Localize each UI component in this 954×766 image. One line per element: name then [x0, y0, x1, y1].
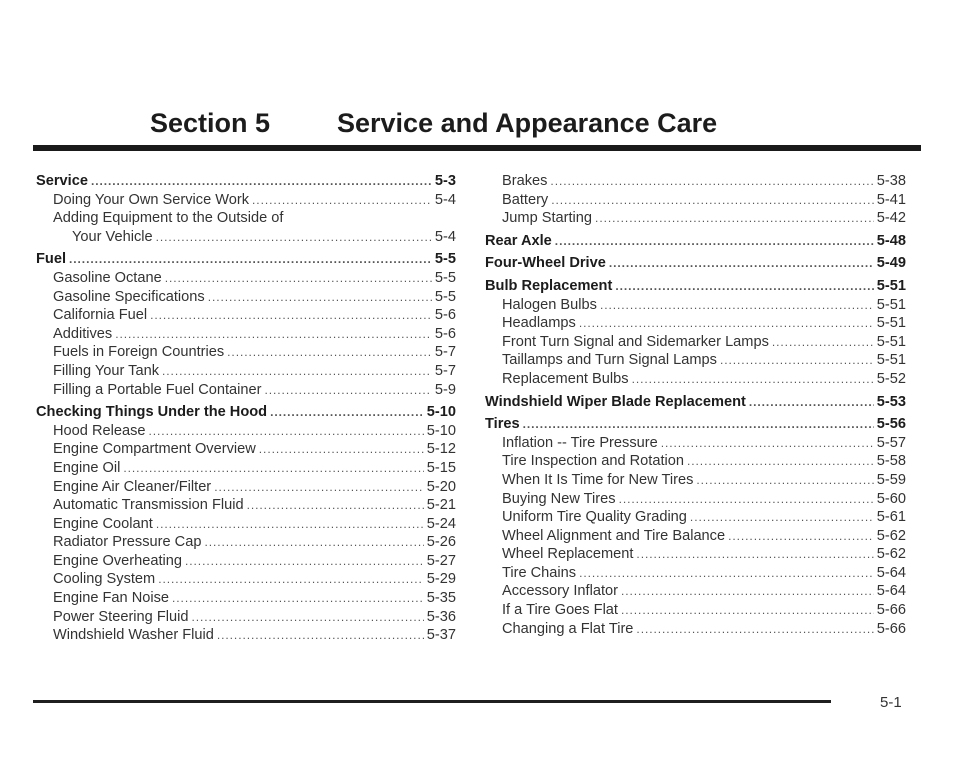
- toc-section-entry[interactable]: [485, 254, 906, 273]
- toc-entry-page: 5-15: [426, 459, 456, 476]
- toc-entry-title: Power Steering Fluid: [53, 608, 189, 625]
- toc-entry-title: Windshield Wiper Blade Replacement: [485, 393, 746, 410]
- section-name: Service and Appearance Care: [337, 108, 718, 138]
- dot-leader: [191, 608, 423, 627]
- toc-entry-title: Rear Axle: [485, 232, 552, 249]
- toc-entry-title: Halogen Bulbs: [502, 296, 597, 313]
- dot-leader: [217, 626, 424, 645]
- toc-entry-page: 5-7: [434, 344, 456, 361]
- toc-entry-page: 5-42: [876, 210, 906, 227]
- toc-entry-page: 5-5: [434, 251, 456, 268]
- dot-leader: [149, 422, 424, 441]
- toc-entry-page: 5-24: [426, 515, 456, 532]
- toc-entry[interactable]: [485, 527, 906, 546]
- toc-entry[interactable]: [485, 582, 906, 601]
- toc-entry-page: 5-3: [434, 173, 456, 189]
- footer-rule: [33, 700, 831, 703]
- toc-entry-title: Wheel Replacement: [502, 546, 634, 563]
- dot-leader: [162, 362, 432, 381]
- toc-entry-page: 5-12: [426, 441, 456, 458]
- toc-entry-title: Doing Your Own Service Work: [53, 191, 250, 208]
- toc-entry[interactable]: [36, 459, 456, 478]
- toc-left-column: [36, 172, 456, 645]
- toc-entry-page: 5-59: [876, 471, 906, 488]
- toc-entry-page: 5-20: [426, 478, 456, 495]
- dot-leader: [550, 172, 873, 191]
- toc-entry-page: 5-21: [426, 497, 456, 514]
- toc-entry-title: Fuel: [36, 251, 66, 268]
- toc-entry-title: Bulb Replacement: [485, 277, 613, 294]
- toc-entry-title: Engine Fan Noise: [53, 590, 170, 607]
- toc-entry[interactable]: [36, 343, 456, 362]
- toc-entry-page: 5-66: [876, 602, 906, 619]
- toc-entry[interactable]: [485, 333, 906, 352]
- title-rule: [33, 145, 921, 151]
- toc-entry-page: 5-58: [876, 453, 906, 470]
- toc-entry-page: 5-62: [876, 527, 906, 544]
- toc-entry-title: Accessory Inflator: [502, 583, 618, 600]
- toc-entry-page: 5-9: [434, 381, 456, 398]
- section-label: Section 5: [150, 108, 271, 138]
- toc-entry-title: Service: [36, 173, 88, 189]
- toc-entry-page: 5-61: [876, 509, 906, 526]
- toc-entry-page: 5-6: [434, 307, 456, 324]
- toc-entry-title: Wheel Alignment and Tire Balance: [502, 527, 726, 544]
- toc-entry-title: Engine Overheating: [53, 552, 182, 569]
- toc-entry[interactable]: [36, 362, 456, 381]
- toc-entry-title: Engine Coolant: [53, 515, 153, 532]
- toc-entry[interactable]: [36, 306, 456, 325]
- dot-leader: [595, 209, 874, 228]
- toc-entry-title: Adding Equipment to the Outside of: [53, 210, 284, 227]
- dot-leader: [115, 325, 432, 344]
- toc-entry-page: 5-4: [434, 228, 456, 245]
- toc-entry[interactable]: [36, 209, 456, 228]
- toc-entry-page: 5-64: [876, 564, 906, 581]
- toc-entry-page: 5-52: [876, 370, 906, 387]
- toc-entry-page: 5-66: [876, 620, 906, 637]
- toc-entry-title: If a Tire Goes Flat: [502, 602, 618, 619]
- toc-entry-title: Filling a Portable Fuel Container: [53, 381, 262, 398]
- toc-entry[interactable]: [485, 209, 906, 228]
- toc-section-entry[interactable]: [36, 403, 456, 422]
- dot-leader: [772, 333, 874, 352]
- dot-leader: [523, 415, 874, 434]
- toc-entry-title: Buying New Tires: [502, 490, 616, 507]
- toc-section-entry[interactable]: [485, 393, 906, 412]
- dot-leader: [204, 533, 423, 552]
- toc-entry-page: 5-62: [876, 546, 906, 563]
- toc-entry-title: Gasoline Octane: [53, 269, 162, 286]
- dot-leader: [632, 370, 874, 389]
- toc-entry-page: 5-51: [876, 315, 906, 332]
- dot-leader: [696, 471, 873, 490]
- toc-entry-page: 5-5: [434, 288, 456, 305]
- toc-entry-title: Brakes: [502, 173, 548, 189]
- toc-entry-title: Inflation -- Tire Pressure: [502, 434, 658, 451]
- toc-entry[interactable]: [36, 515, 456, 534]
- toc-entry[interactable]: [36, 422, 456, 441]
- toc-entry[interactable]: [485, 508, 906, 527]
- toc-entry-page: 5-27: [426, 552, 456, 569]
- toc-entry[interactable]: [485, 471, 906, 490]
- toc-entry-title: Tire Chains: [502, 564, 577, 581]
- toc-entry-page: 5-26: [426, 534, 456, 551]
- toc-entry-page: 5-48: [876, 232, 906, 249]
- toc-entry-title: Four-Wheel Drive: [485, 255, 606, 272]
- dot-leader: [555, 232, 874, 251]
- dot-leader: [247, 496, 424, 515]
- toc-entry[interactable]: [485, 172, 906, 191]
- toc-entry[interactable]: [36, 552, 456, 571]
- toc-entry-title: Checking Things Under the Hood: [36, 404, 268, 421]
- toc-entry-title: Battery: [502, 191, 549, 208]
- dot-leader: [720, 351, 874, 370]
- toc-right-column: [485, 172, 906, 638]
- dot-leader: [158, 570, 424, 589]
- toc-entry-page: 5-35: [426, 590, 456, 607]
- dot-leader: [728, 527, 874, 546]
- toc-entry[interactable]: [485, 564, 906, 583]
- dot-leader: [579, 314, 874, 333]
- toc-entry[interactable]: [36, 589, 456, 608]
- toc-entry[interactable]: [36, 608, 456, 627]
- toc-entry[interactable]: [485, 296, 906, 315]
- dot-leader: [615, 277, 873, 296]
- toc-entry-title: Engine Air Cleaner/Filter: [53, 478, 212, 495]
- dot-leader: [749, 393, 874, 412]
- toc-entry[interactable]: [36, 325, 456, 344]
- toc-entry[interactable]: [485, 490, 906, 509]
- toc-entry-page: 5-57: [876, 434, 906, 451]
- toc-entry-page: 5-51: [876, 352, 906, 369]
- toc-entry[interactable]: [485, 351, 906, 370]
- dot-leader: [165, 269, 432, 288]
- toc-entry-title: Tires: [485, 416, 520, 433]
- dot-leader: [172, 589, 424, 608]
- dot-leader: [636, 620, 873, 639]
- dot-leader: [551, 191, 874, 210]
- toc-entry-page: 5-10: [426, 404, 456, 421]
- dot-leader: [252, 191, 432, 210]
- toc-entry-page: 5-51: [876, 296, 906, 313]
- toc-entry-title: Front Turn Signal and Sidemarker Lamps: [502, 333, 769, 350]
- toc-entry-page: 5-49: [876, 255, 906, 272]
- toc-section-entry[interactable]: [36, 250, 456, 269]
- toc-entry[interactable]: [36, 496, 456, 515]
- dot-leader: [270, 403, 424, 422]
- toc-entry-title: Windshield Washer Fluid: [53, 627, 214, 644]
- dot-leader: [91, 172, 432, 191]
- toc-entry-title: Fuels in Foreign Countries: [53, 344, 225, 361]
- toc-section-entry[interactable]: [485, 232, 906, 251]
- toc-entry[interactable]: [36, 191, 456, 210]
- toc-entry-title: Tire Inspection and Rotation: [502, 453, 684, 470]
- page-number: 5-1: [880, 694, 902, 711]
- dot-leader: [156, 228, 432, 247]
- dot-leader: [69, 250, 432, 269]
- toc-entry-page: 5-7: [434, 362, 456, 379]
- dot-leader: [150, 306, 432, 325]
- dot-leader: [690, 508, 874, 527]
- toc-entry-page: 5-51: [876, 277, 906, 294]
- toc-entry-title: California Fuel: [53, 307, 148, 324]
- page-title: [150, 108, 717, 139]
- toc-entry[interactable]: [36, 381, 456, 400]
- toc-entry-page: 5-36: [426, 608, 456, 625]
- toc-entry-title: Hood Release: [53, 422, 146, 439]
- toc-entry-page: 5-37: [426, 627, 456, 644]
- toc-entry[interactable]: [36, 533, 456, 552]
- dot-leader: [185, 552, 424, 571]
- toc-entry-page: 5-38: [876, 173, 906, 189]
- toc-entry[interactable]: [485, 434, 906, 453]
- dot-leader: [208, 288, 432, 307]
- toc-entry-page: 5-41: [876, 191, 906, 208]
- toc-entry-title: Your Vehicle: [72, 228, 153, 245]
- toc-entry[interactable]: [36, 478, 456, 497]
- toc-entry-page: 5-29: [426, 571, 456, 588]
- toc-entry-title: Filling Your Tank: [53, 362, 160, 379]
- toc-entry-page: 5-10: [426, 422, 456, 439]
- toc-entry-page: 5-6: [434, 325, 456, 342]
- toc-entry-title: When It Is Time for New Tires: [502, 471, 694, 488]
- dot-leader: [600, 296, 874, 315]
- toc-entry[interactable]: [485, 620, 906, 639]
- toc-entry-title: Engine Compartment Overview: [53, 441, 256, 458]
- toc-entry-title: Uniform Tire Quality Grading: [502, 509, 687, 526]
- dot-leader: [156, 515, 424, 534]
- dot-leader: [636, 545, 873, 564]
- dot-leader: [123, 459, 423, 478]
- dot-leader: [214, 478, 424, 497]
- dot-leader: [227, 343, 432, 362]
- dot-leader: [579, 564, 874, 583]
- toc-entry-title: Changing a Flat Tire: [502, 620, 634, 637]
- dot-leader: [609, 254, 874, 273]
- toc-entry-page: 5-56: [876, 416, 906, 433]
- dot-leader: [621, 601, 874, 620]
- toc-entry-title: Radiator Pressure Cap: [53, 534, 202, 551]
- toc-entry[interactable]: [36, 228, 456, 247]
- toc-entry[interactable]: [485, 545, 906, 564]
- toc-entry-page: 5-53: [876, 393, 906, 410]
- toc-entry[interactable]: [485, 601, 906, 620]
- toc-entry[interactable]: [36, 626, 456, 645]
- toc-entry-page: 5-60: [876, 490, 906, 507]
- toc-entry[interactable]: [485, 452, 906, 471]
- dot-leader: [259, 440, 424, 459]
- toc-entry[interactable]: [485, 314, 906, 333]
- toc-entry-page: 5-64: [876, 583, 906, 600]
- dot-leader: [264, 381, 431, 400]
- toc-entry-title: Jump Starting: [502, 210, 593, 227]
- toc-entry-page: 5-51: [876, 333, 906, 350]
- toc-section-entry[interactable]: [485, 277, 906, 296]
- toc-section-entry[interactable]: [36, 172, 456, 191]
- dot-leader: [661, 434, 874, 453]
- toc-entry-page: 5-4: [434, 191, 456, 208]
- toc-entry-title: Headlamps: [502, 315, 576, 332]
- toc-entry-title: Engine Oil: [53, 459, 121, 476]
- toc-entry[interactable]: [36, 269, 456, 288]
- dot-leader: [687, 452, 874, 471]
- toc-entry[interactable]: [36, 440, 456, 459]
- toc-entry-title: Taillamps and Turn Signal Lamps: [502, 352, 717, 369]
- toc-entry-title: Automatic Transmission Fluid: [53, 497, 244, 514]
- toc-entry-title: Gasoline Specifications: [53, 288, 205, 305]
- dot-leader: [619, 490, 874, 509]
- toc-entry[interactable]: [485, 370, 906, 389]
- toc-section-entry[interactable]: [485, 415, 906, 434]
- dot-leader: [621, 582, 874, 601]
- toc-entry[interactable]: [36, 288, 456, 307]
- toc-entry[interactable]: [485, 191, 906, 210]
- toc-entry-page: 5-5: [434, 269, 456, 286]
- toc-entry-title: Additives: [53, 325, 113, 342]
- toc-entry[interactable]: [36, 570, 456, 589]
- toc-entry-title: Replacement Bulbs: [502, 370, 629, 387]
- toc-entry-title: Cooling System: [53, 571, 156, 588]
